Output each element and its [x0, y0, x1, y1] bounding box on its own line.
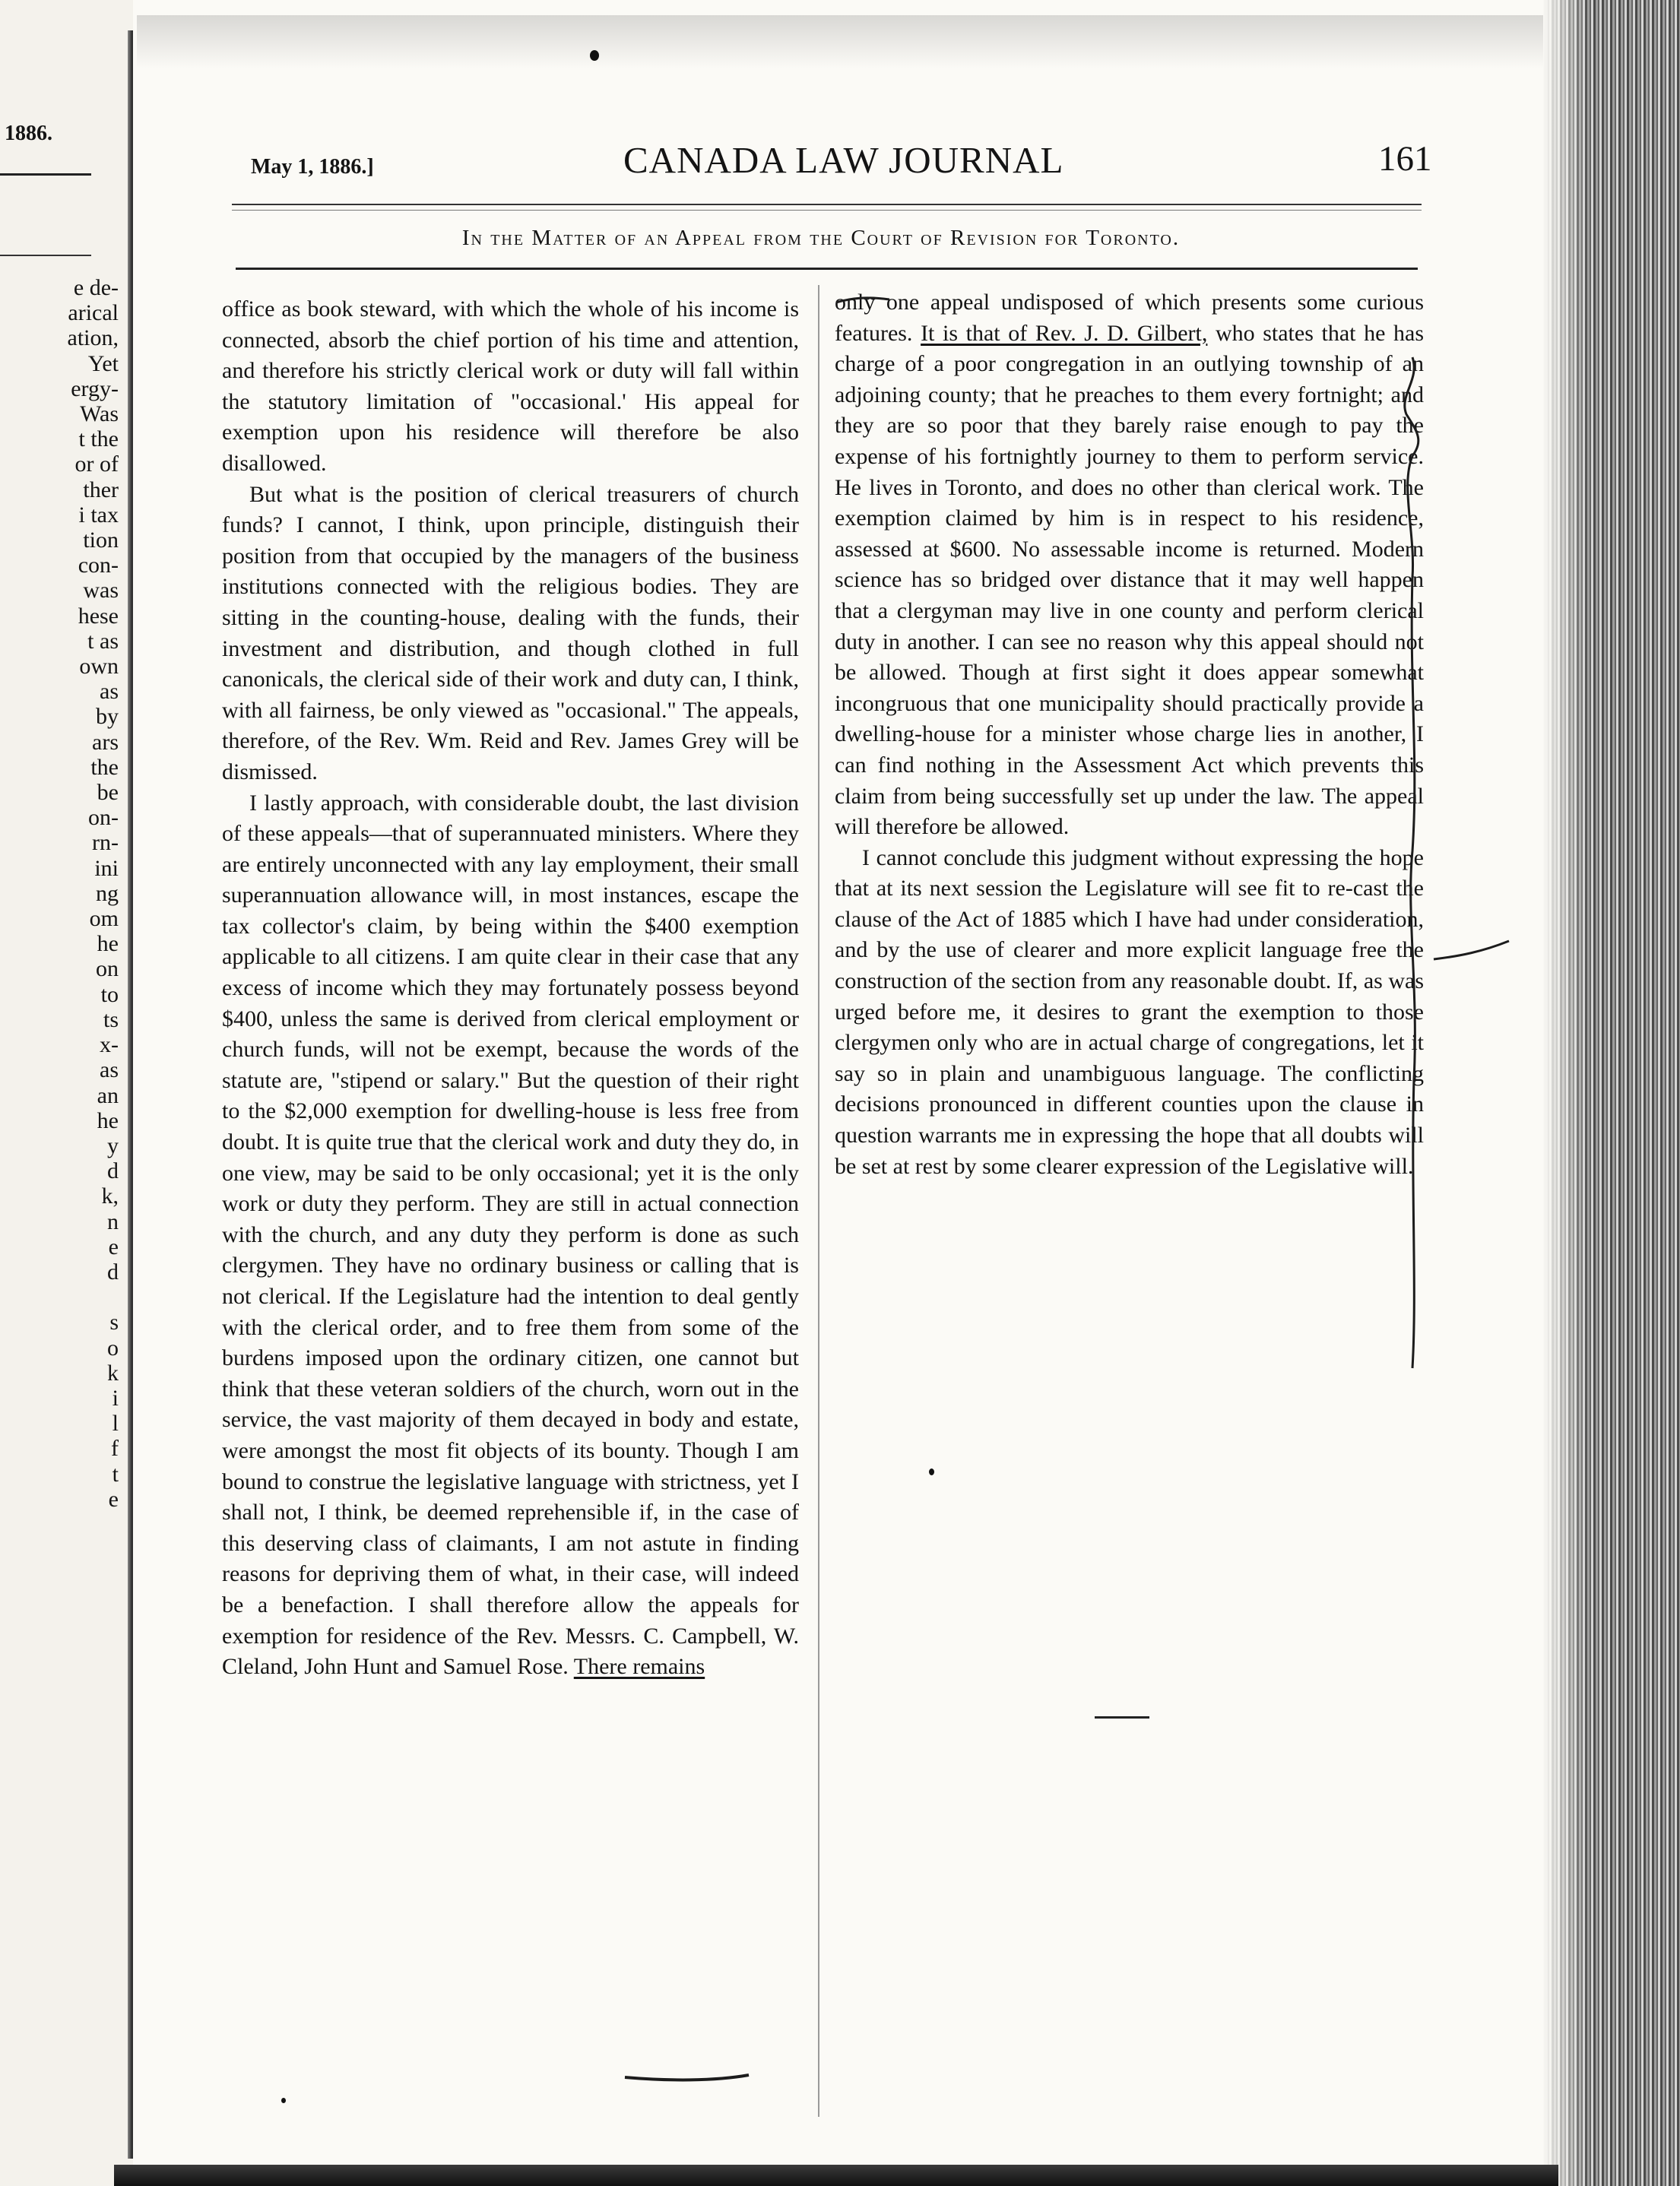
adjacent-line-fragment: he — [97, 931, 119, 957]
adjacent-line-fragment: on — [96, 956, 119, 982]
adjacent-line-fragment: on- — [88, 805, 119, 831]
adjacent-line-fragment: s — [109, 1310, 119, 1335]
paragraph-text: who states that he has charge of a poor congregation in an outlying township of an adjoining county; that he preaches to them every fortnight; and they are so poor that they barely raise enough to pay the expense of his fortnightly journey to them to perform service. He lives in Toronto, and does no other than clerical work. The exemption claimed by him is in respect to his residence, assessed at $600. No assessable income is returned. Modern science has so bridged over distance that it may well happen that a clergyman may live in one county and perform clerical duty in another. I can see no reason why this appeal should not be allowed. Though at first sight it does appear somewhat incongruous that one municipality should practically provide a dwelling-house for a minister whose charge lies in another, I can find nothing in the Assessment Act which prevents this claim from being successfully set up under the law. The appeal will therefore be allowed. — [835, 320, 1425, 840]
left-column — [222, 294, 799, 1683]
adjacent-line-fragment: l — [112, 1411, 119, 1437]
journal-title: CANADA LAW JOURNAL — [623, 139, 1064, 181]
adjacent-line-fragment: ation, — [67, 325, 119, 351]
handwritten-underline-text: There remains — [573, 1654, 705, 1680]
handwritten-underline — [625, 2075, 749, 2080]
adjacent-line-fragment: arical — [68, 300, 119, 326]
adjacent-page-strip — [0, 0, 133, 2186]
adjacent-line-fragment: y — [107, 1133, 119, 1158]
adjacent-line-fragment: the — [90, 754, 119, 780]
adjacent-line-fragment: d — [107, 1259, 119, 1285]
adjacent-line-fragment: or of — [74, 451, 119, 477]
adjacent-line-fragment: d — [107, 1158, 119, 1184]
page-number: 161 — [1378, 139, 1432, 179]
adjacent-line-fragment: con- — [78, 553, 119, 578]
adjacent-line-fragment: ng — [96, 880, 119, 906]
case-title: In the Matter of an Appeal from the Court of Revision for Toronto. — [461, 226, 1181, 250]
header-rule — [232, 204, 1422, 205]
adjacent-line-fragment: to — [100, 981, 119, 1007]
adjacent-line-fragment: ars — [92, 729, 119, 755]
adjacent-line-fragment: t the — [78, 426, 119, 452]
handwritten-tick — [1434, 941, 1509, 959]
title-rule — [236, 268, 1418, 270]
adjacent-line-fragment: f — [111, 1436, 119, 1462]
handwritten-underline-text: It is that of Rev. J. D. Gilbert, — [921, 320, 1208, 346]
paragraph-text: I lastly approach, with considerable doubt, the last division of these appeals—that of superannuated ministers. Where they are entirely unconnected with any lay employment, their small superannuation allowance will, in most instances, escape the tax collector's claim, by being within the $400 exemption applicable to all citizens. I am quite clear in their case that any excess of income which they may fortunately possess beyond $400, unless the same is derived from clerical employment or church funds, will not be exempt, because the words of the statute are, "stipend or salary." But the question of their right to the $2,000 exemption for dwelling-house is less free from doubt. It is quite true that the clerical work and duty they do, in one view, may be said to be only occasional; yet it is the only work or duty they perform. They are still in actual connection with the church, and any duty they perform is done as such clergymen. They have no ordinary business or calling that is not clerical. If the Legislature had the intention to deal gently with the clerical order, and to free them from some of the burdens imposed upon the ordinary citizen, one cannot but think that these veteran soldiers of the church, worn out in the service, the vast majority of them decayed in body and estate, were amongst the most fit objects of its bounty. Though I am bound to construe the legislative language with strictness, yet I shall not, I think, be deemed reprehensible if, in the case of this deserving class of claimants, I am not astute in finding reasons for depriving them of what, in their case, will indeed be a benefaction. I shall therefore allow the appeals for exemption for residence of the Rev. Messrs. C. Campbell, W. Cleland, John Hunt and Samuel Rose. — [222, 790, 799, 1680]
scan-shadow-bottom — [114, 2165, 1558, 2186]
adjacent-line-fragment: k — [107, 1360, 119, 1386]
adjacent-line-fragment: ts — [103, 1006, 119, 1032]
paragraph: office as book steward, with which the whole of his income is connected, absorb the chief portion of his time and attention, and therefore his strictly clerical work or duty will fall within the statutory limitation of "occasional.' His appeal for exemption upon his residence will therefore be also disallowed. — [222, 296, 799, 476]
adjacent-line-fragment: ther — [83, 477, 119, 502]
paragraph: But what is the position of clerical treasurers of church funds? I cannot, I think, upon principle, distinguish their position from that occupied by the managers of the business institutions connected with the religious bodies. They are sitting in the counting-house, dealing with the funds, their investment and distribution, and though clothed in full canonicals, the clerical side of their work and duty can, I think, with all fairness, be only viewed as "occasional." The appeals, therefore, of the Rev. Wm. Reid and Rev. James Grey will be dismissed. — [222, 481, 799, 784]
binding-fold — [128, 30, 133, 2159]
adjacent-page-rule — [0, 255, 91, 256]
adjacent-line-fragment: own — [79, 654, 119, 680]
running-date: May 1, 1886.] — [251, 155, 374, 179]
adjacent-line-fragment: rn- — [92, 830, 119, 856]
adjacent-line-fragment: by — [96, 704, 119, 730]
adjacent-line-fragment: n — [107, 1209, 119, 1234]
adjacent-line-fragment: hese — [78, 603, 119, 629]
paragraph-text: only one appeal undisposed of which presents some curious features. — [835, 290, 1424, 346]
adjacent-line-fragment: as — [100, 679, 119, 705]
paragraph — [835, 287, 1424, 843]
adjacent-line-fragment: tion — [83, 527, 119, 553]
adjacent-line-fragment: an — [97, 1082, 119, 1108]
adjacent-line-fragment: Was — [80, 401, 119, 427]
end-rule — [1095, 1716, 1149, 1719]
adjacent-line-fragment: was — [83, 578, 119, 604]
column-divider — [818, 285, 819, 2117]
adjacent-line-fragment: t — [112, 1461, 119, 1487]
adjacent-line-fragment: he — [97, 1107, 119, 1133]
adjacent-page-year: 1886. — [5, 122, 52, 145]
adjacent-line-fragment: ergy- — [71, 375, 119, 401]
adjacent-line-fragment: be — [97, 780, 119, 806]
adjacent-line-fragment: k, — [101, 1183, 119, 1209]
adjacent-line-fragment: om — [89, 906, 119, 932]
adjacent-line-fragment: i — [112, 1385, 119, 1411]
right-column — [835, 287, 1424, 1182]
header-rule-thin — [232, 210, 1422, 211]
adjacent-line-fragment — [0, 1285, 119, 1310]
ink-speck — [590, 50, 599, 61]
adjacent-line-fragment: as — [100, 1057, 119, 1083]
page-edge-right — [1543, 0, 1680, 2186]
adjacent-line-fragment: x- — [100, 1032, 119, 1058]
adjacent-line-fragment: o — [107, 1335, 119, 1361]
adjacent-line-fragment: ini — [94, 855, 119, 881]
adjacent-line-fragment: e — [108, 1486, 119, 1512]
adjacent-line-fragment: i tax — [78, 502, 119, 527]
adjacent-line-fragment: t as — [87, 628, 119, 654]
ink-speck — [281, 2098, 286, 2103]
ink-speck — [929, 1468, 934, 1475]
adjacent-page-line-fragments — [0, 275, 122, 1512]
adjacent-line-fragment: e de- — [73, 275, 119, 300]
paragraph — [222, 788, 799, 1683]
adjacent-line-fragment: e — [108, 1234, 119, 1259]
scan-shadow-top — [137, 15, 1543, 68]
adjacent-line-fragment: Yet — [87, 350, 119, 376]
paragraph: I cannot conclude this judgment without expressing the hope that at its next session the Legislature will see fit to re-cast the clause of the Act of 1885 which I have had under consideration, and by the use of clearer and more explicit language free the construction of the section from any reasonable doubt. If, as was urged before me, it desires to grant the exemption to those clergymen only who are in actual charge of congregations, let it say so in plain and unambiguous language. The conflicting decisions pronounced in different counties upon the clause in question warrants me in expressing the hope that all doubts will be set at rest by some clearer expression of the Legislative will. — [835, 844, 1424, 1179]
adjacent-page-rule — [0, 173, 91, 176]
